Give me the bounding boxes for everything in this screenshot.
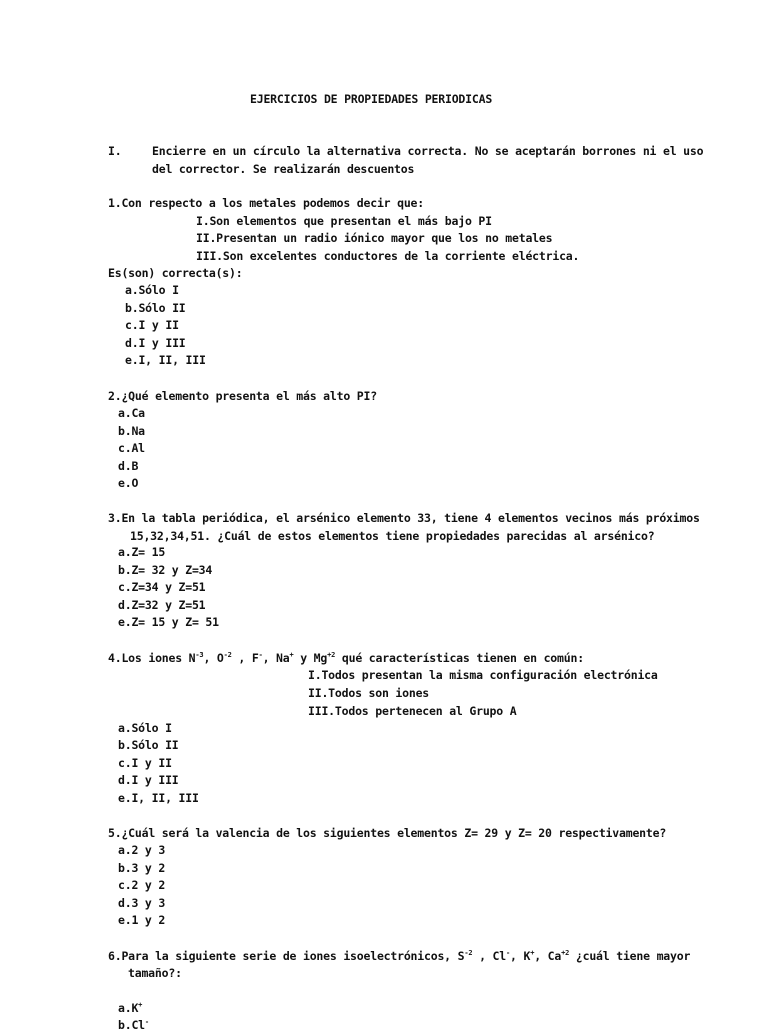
q2-option[interactable]: e.O	[118, 476, 139, 490]
q5-option[interactable]: a.2 y 3	[118, 843, 166, 857]
q6-stem-line1	[108, 949, 690, 963]
q4-statement-3: III.Todos pertenecen al Grupo A	[308, 704, 517, 718]
q6-stem-text: , Cl	[472, 949, 507, 963]
charge-superscript: -2	[464, 949, 473, 957]
q4-stem-text: y Mg	[293, 651, 328, 665]
q2-option[interactable]: b.Na	[118, 424, 145, 438]
q2-option[interactable]: c.Al	[118, 441, 145, 455]
charge-superscript: -	[506, 949, 511, 957]
q2-option[interactable]: a.Ca	[118, 406, 145, 420]
q6-option[interactable]	[118, 1001, 142, 1015]
q1-option[interactable]: c.I y II	[125, 318, 179, 332]
charge-superscript: +2	[561, 949, 570, 957]
q6-stem-text: ¿cuál tiene mayor	[569, 949, 691, 963]
q5-option[interactable]: b.3 y 2	[118, 861, 166, 875]
q1-option[interactable]: e.I, II, III	[125, 353, 206, 367]
q3-option[interactable]: a.Z= 15	[118, 545, 166, 559]
q1-option[interactable]: b.Sólo II	[125, 301, 186, 315]
q1-statement-1: I.Son elementos que presentan el más bajo PI	[196, 214, 492, 228]
q3-option[interactable]: e.Z= 15 y Z= 51	[118, 615, 219, 629]
q4-stem-text: , O	[203, 651, 224, 665]
q4-statement-1: I.Todos presentan la misma configuración electrónica	[308, 668, 658, 682]
q4-option[interactable]: a.Sólo I	[118, 721, 172, 735]
charge-superscript: -2	[223, 651, 232, 659]
q5-option[interactable]: d.3 y 3	[118, 896, 166, 910]
q4-statement-2: II.Todos son iones	[308, 686, 430, 700]
q3-stem-line2: 15,32,34,51. ¿Cuál de estos elementos tiene propiedades parecidas al arsénico?	[130, 529, 655, 543]
q6-stem-text: 6.Para la siguiente serie de iones isoelectrónicos, S	[108, 949, 465, 963]
charge-superscript: +	[289, 651, 294, 659]
q2-stem: 2.¿Qué elemento presenta el más alto PI?	[108, 389, 377, 403]
document-title: EJERCICIOS DE PROPIEDADES PERIODICAS	[250, 92, 493, 106]
q4-option[interactable]: d.I y III	[118, 773, 179, 787]
q4-stem-text: 4.Los iones N	[108, 651, 196, 665]
q4-option[interactable]: c.I y II	[118, 756, 172, 770]
q3-stem-line1: 3.En la tabla periódica, el arsénico elemento 33, tiene 4 elementos vecinos más próximos	[108, 511, 700, 525]
q3-option[interactable]: b.Z= 32 y Z=34	[118, 563, 213, 577]
q4-stem-text: , Na	[262, 651, 290, 665]
q6-stem-text: , Ca	[534, 949, 562, 963]
q1-statement-3: III.Son excelentes conductores de la corriente eléctrica.	[196, 249, 580, 263]
q1-option[interactable]: a.Sólo I	[125, 283, 179, 297]
section-instruction-line1: Encierre en un círculo la alternativa correcta. No se aceptarán borrones ni el uso	[152, 144, 704, 158]
q4-stem	[108, 651, 584, 665]
q3-option[interactable]: c.Z=34 y Z=51	[118, 580, 206, 594]
q5-option[interactable]: c.2 y 2	[118, 878, 166, 892]
q6-stem-text: , K	[510, 949, 531, 963]
q4-stem-text: qué características tienen en común:	[335, 651, 584, 665]
q1-option[interactable]: d.I y III	[125, 336, 186, 350]
section-instruction-line2: del corrector. Se realizarán descuentos	[152, 162, 415, 176]
q2-option[interactable]: d.B	[118, 459, 139, 473]
charge-superscript: -3	[195, 651, 204, 659]
q6-stem-line2: tamaño?:	[128, 966, 182, 980]
q6-option-text: a.K	[118, 1001, 139, 1015]
q1-prompt: Es(son) correcta(s):	[108, 266, 243, 280]
section-numeral: I.	[108, 144, 122, 158]
q4-stem-text: , F	[231, 651, 259, 665]
q6-option-text: b.Cl	[118, 1018, 145, 1032]
q4-option[interactable]: b.Sólo II	[118, 738, 179, 752]
charge-superscript: +	[530, 949, 535, 957]
q3-option[interactable]: d.Z=32 y Z=51	[118, 598, 206, 612]
charge-superscript: +	[138, 1001, 143, 1009]
charge-superscript: -	[258, 651, 263, 659]
q4-option[interactable]: e.I, II, III	[118, 791, 199, 805]
q1-statement-2: II.Presentan un radio iónico mayor que los no metales	[196, 231, 553, 245]
q6-option[interactable]	[118, 1018, 149, 1032]
q5-option[interactable]: e.1 y 2	[118, 913, 166, 927]
charge-superscript: -	[144, 1018, 149, 1026]
charge-superscript: +2	[327, 651, 336, 659]
q1-stem: 1.Con respecto a los metales podemos decir que:	[108, 196, 425, 210]
q5-stem: 5.¿Cuál será la valencia de los siguientes elementos Z= 29 y Z= 20 respectivamente?	[108, 826, 667, 840]
